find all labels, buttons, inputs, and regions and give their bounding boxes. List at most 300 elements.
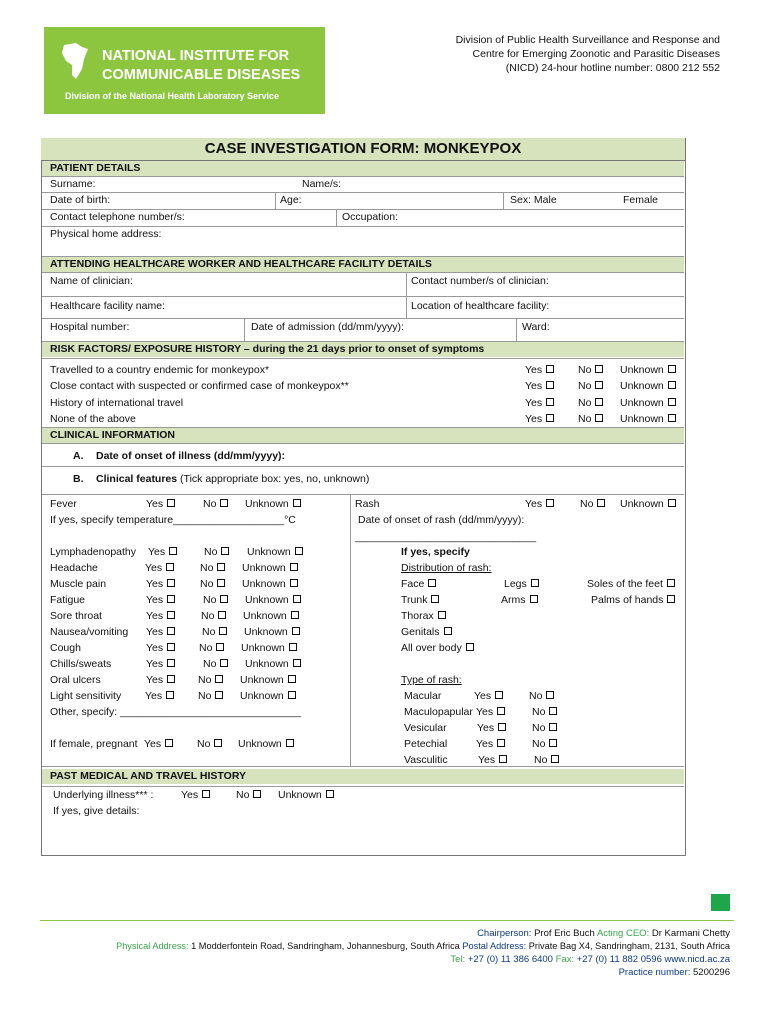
header-line3: (NICD) 24-hour hotline number: 0800 212 552	[505, 62, 720, 74]
symptom-0-no-label: No	[204, 546, 218, 558]
ward-label: Ward:	[522, 321, 550, 333]
risk-2-unknown[interactable]	[620, 397, 676, 409]
symptom-6-yes[interactable]	[146, 642, 175, 654]
symptom-8-yes[interactable]	[146, 674, 175, 686]
checkbox-icon	[167, 611, 175, 619]
symptom-6-unknown[interactable]	[241, 642, 297, 654]
postal-address-label: Postal Address:	[462, 941, 527, 951]
checkbox-icon	[167, 643, 175, 651]
rash-type-1-yes[interactable]	[476, 706, 505, 718]
rash-type-2-no[interactable]	[532, 722, 557, 734]
postal-address: Private Bag X4, Sandringham, 2131, South Africa	[528, 941, 730, 951]
tel-number: +27 (0) 11 386 6400	[467, 954, 553, 965]
checkbox-icon	[217, 563, 225, 571]
facility-heading: ATTENDING HEALTHCARE WORKER AND HEALTHCARE FACILITY DETAILS	[42, 257, 684, 272]
arms-label: Arms	[501, 594, 526, 606]
symptom-1-no-label: No	[200, 562, 214, 574]
checkbox-icon	[466, 643, 474, 651]
checkbox-icon	[497, 707, 505, 715]
risk-0-unknown-label: Unknown	[620, 364, 664, 376]
pregnant-yes-label: Yes	[144, 738, 162, 750]
illness-no-label: No	[236, 789, 250, 801]
rash-type-2-no-label: No	[532, 722, 546, 734]
fever-unknown[interactable]	[245, 498, 301, 510]
checkbox-icon	[292, 627, 300, 635]
rash-type-3-yes-label: Yes	[476, 738, 494, 750]
checkbox-icon	[530, 595, 538, 603]
checkbox-icon	[165, 739, 173, 747]
symptom-9-no[interactable]	[198, 690, 223, 702]
risk-1-yes[interactable]	[525, 380, 554, 392]
rash-type-1: Maculopapular	[404, 706, 473, 718]
checkbox-icon	[546, 381, 554, 389]
legs-label: Legs	[504, 578, 527, 590]
risk-2-yes-label: Yes	[525, 396, 543, 409]
checkbox-icon	[595, 365, 603, 373]
pregnant-yes[interactable]	[144, 738, 173, 750]
risk-2-no[interactable]	[578, 397, 603, 409]
checkbox-icon	[551, 755, 559, 763]
risk-0-unknown[interactable]	[620, 364, 676, 376]
rash-type-3-no[interactable]	[532, 738, 557, 750]
rash-no-label: No	[580, 498, 594, 510]
genitals-label: Genitals	[401, 626, 440, 638]
all-over-body-option[interactable]	[401, 642, 474, 654]
risk-2-unknown-label: Unknown	[620, 396, 664, 409]
all-over-body-label: All over body	[401, 642, 462, 654]
symptom-0: Lymphadenopathy	[50, 546, 137, 558]
chair-label: Chairperson:	[477, 928, 532, 939]
header-line1: Division of Public Health Surveillance and Response and	[455, 34, 720, 46]
checkbox-icon	[667, 595, 675, 603]
rash-type-1-no[interactable]	[532, 706, 557, 718]
symptom-4-yes[interactable]	[146, 610, 175, 622]
symptom-7-no[interactable]	[203, 658, 228, 670]
symptom-8-no[interactable]	[198, 674, 223, 686]
division-header	[456, 33, 720, 75]
symptom-4-unknown[interactable]	[243, 610, 299, 622]
ceo-name: Dr Karmani Chetty	[651, 928, 730, 939]
features-label-b: B.	[73, 473, 84, 485]
rash-label: Rash	[355, 498, 380, 510]
palms-label: Palms of hands	[591, 594, 664, 606]
symptom-1-unknown-label: Unknown	[242, 562, 286, 574]
risk-3-unknown[interactable]	[620, 413, 676, 425]
checkbox-icon	[597, 499, 605, 507]
rash-yes[interactable]	[525, 498, 554, 510]
checkbox-icon	[497, 739, 505, 747]
rash-yes-label: Yes	[525, 498, 543, 510]
risk-0-yes-label: Yes	[525, 364, 543, 376]
risk-0-no-label: No	[578, 364, 592, 376]
risk-3-yes-label: Yes	[525, 412, 543, 425]
pregnant-unknown[interactable]	[238, 738, 294, 750]
illness-yes[interactable]	[181, 789, 210, 801]
sex-male-label: Sex: Male	[510, 194, 557, 206]
fever-no[interactable]	[203, 498, 228, 510]
symptom-3: Fatigue	[50, 594, 86, 606]
checkbox-icon	[167, 659, 175, 667]
physical-address: 1 Modderfontein Road, Sandringham, Johannesburg, South Africa	[191, 941, 460, 951]
rash-type-0-yes-label: Yes	[474, 690, 492, 702]
symptom-6-no[interactable]	[199, 642, 224, 654]
if-yes-specify: If yes, specify	[401, 546, 470, 558]
checkbox-icon	[498, 723, 506, 731]
clinician-contact-label: Contact number/s of clinician:	[411, 275, 549, 287]
rash-type-3-yes[interactable]	[476, 738, 505, 750]
hospital-number-label: Hospital number:	[50, 321, 130, 333]
names-label: Name/s:	[302, 178, 342, 190]
legs-option[interactable]	[504, 578, 539, 590]
rash-type-0-yes[interactable]	[474, 690, 503, 702]
checkbox-icon	[293, 659, 301, 667]
checkbox-icon	[290, 579, 298, 587]
nicd-green-square	[711, 894, 730, 911]
risk-item-3: None of the above	[50, 412, 136, 425]
checkbox-icon	[595, 414, 603, 422]
checkbox-icon	[293, 499, 301, 507]
symptom-7: Chills/sweats	[50, 658, 112, 670]
checkbox-icon	[499, 755, 507, 763]
thorax-label: Thorax	[401, 610, 434, 622]
footer-contacts	[450, 954, 730, 965]
rash-type-1-no-label: No	[532, 706, 546, 718]
checkbox-icon	[219, 627, 227, 635]
soles-option[interactable]	[587, 578, 675, 590]
symptom-2: Muscle pain	[50, 578, 107, 590]
features-note: (Tick appropriate box: yes, no, unknown)	[180, 473, 370, 485]
rash-unknown[interactable]	[620, 498, 676, 510]
symptom-7-no-label: No	[203, 658, 217, 670]
rash-type-3: Petechial	[404, 738, 448, 750]
symptom-9-yes[interactable]	[145, 690, 174, 702]
trunk-label: Trunk	[401, 594, 428, 606]
rash-type-4-yes-label: Yes	[478, 754, 496, 766]
checkbox-icon	[218, 611, 226, 619]
rash-type-4-no-label: No	[534, 754, 548, 766]
symptom-3-no[interactable]	[203, 594, 228, 606]
practice-number: 5200296	[693, 967, 730, 978]
checkbox-icon	[431, 595, 439, 603]
footer-address	[116, 941, 730, 951]
symptom-6-yes-label: Yes	[146, 642, 164, 654]
underlying-illness-label: Underlying illness*** :	[53, 789, 154, 801]
symptom-5-unknown-label: Unknown	[244, 626, 288, 638]
footer-leadership	[477, 928, 730, 939]
checkbox-icon	[531, 579, 539, 587]
clinical-heading: CLINICAL INFORMATION	[42, 428, 684, 443]
address-label: Physical home address:	[50, 228, 162, 240]
symptom-3-no-label: No	[203, 594, 217, 606]
onset-date-label: Date of onset of illness (dd/mm/yyyy):	[96, 450, 286, 462]
checkbox-icon	[215, 691, 223, 699]
features-heading	[96, 473, 369, 485]
checkbox-icon	[667, 579, 675, 587]
fever-no-label: No	[203, 498, 217, 510]
checkbox-icon	[546, 414, 554, 422]
fever-yes[interactable]	[146, 498, 175, 510]
checkbox-icon	[438, 611, 446, 619]
checkbox-icon	[546, 398, 554, 406]
rash-type-1-yes-label: Yes	[476, 706, 494, 718]
checkbox-icon	[495, 691, 503, 699]
rash-date-line[interactable]: _______________________________	[355, 531, 537, 543]
rash-type-2: Vesicular	[404, 722, 447, 734]
symptom-8-unknown[interactable]	[240, 674, 296, 686]
rash-no[interactable]	[580, 498, 605, 510]
checkbox-icon	[166, 691, 174, 699]
checkbox-icon	[220, 595, 228, 603]
risk-0-yes[interactable]	[525, 364, 554, 376]
form-title: CASE INVESTIGATION FORM: MONKEYPOX	[41, 138, 685, 161]
symptom-9-unknown-label: Unknown	[240, 690, 284, 702]
risk-item-1: Close contact with suspected or confirmed case of monkeypox**	[50, 380, 349, 393]
risk-1-no-label: No	[578, 380, 592, 393]
symptom-1: Headache	[50, 562, 98, 574]
symptom-2-unknown[interactable]	[242, 578, 298, 590]
symptom-5: Nausea/vomiting	[50, 626, 129, 638]
thorax-option[interactable]	[401, 610, 446, 622]
fever-unknown-label: Unknown	[245, 498, 289, 510]
pregnant-label: If female, pregnant	[50, 738, 138, 750]
rash-type-0: Macular	[404, 690, 442, 702]
checkbox-icon	[169, 547, 177, 555]
risk-0-no[interactable]	[578, 364, 603, 376]
symptom-7-unknown[interactable]	[245, 658, 301, 670]
logo-line3: Division of the National Health Laboratory Service	[65, 91, 280, 101]
symptom-2-yes-label: Yes	[146, 578, 164, 590]
chair-name: Prof Eric Buch	[534, 928, 595, 939]
logo-line1: NATIONAL INSTITUTE FOR	[102, 48, 290, 64]
symptom-3-unknown-label: Unknown	[245, 594, 289, 606]
checkbox-icon	[668, 414, 676, 422]
risk-3-no-label: No	[578, 412, 592, 425]
checkbox-icon	[214, 739, 222, 747]
features-title: Clinical features	[96, 473, 178, 485]
symptom-3-unknown[interactable]	[245, 594, 301, 606]
rash-type-0-no[interactable]	[529, 690, 554, 702]
clinician-label: Name of clinician:	[50, 275, 133, 287]
admission-date-label: Date of admission (dd/mm/yyyy):	[251, 321, 404, 333]
face-option[interactable]	[401, 578, 436, 590]
checkbox-icon	[167, 627, 175, 635]
risk-3-no[interactable]	[578, 413, 603, 425]
nicd-logo	[44, 27, 325, 114]
symptom-6-no-label: No	[199, 642, 213, 654]
other-specify-field[interactable]: Other, specify: _______________________________	[50, 706, 302, 718]
symptom-4-no[interactable]	[201, 610, 226, 622]
checkbox-icon	[546, 499, 554, 507]
checkbox-icon	[166, 563, 174, 571]
fax-number: +27 (0) 11 882 0596	[576, 954, 662, 965]
checkbox-icon	[216, 643, 224, 651]
pregnant-no[interactable]	[197, 738, 222, 750]
symptom-9: Light sensitivity	[50, 690, 122, 702]
rash-date-label: Date of onset of rash (dd/mm/yyyy):	[358, 514, 525, 526]
ceo-label: Acting CEO:	[596, 928, 650, 939]
phone-label: Contact telephone number/s:	[50, 211, 185, 223]
checkbox-icon	[167, 499, 175, 507]
symptom-0-no[interactable]	[204, 546, 229, 558]
checkbox-icon	[668, 499, 676, 507]
footer-divider	[40, 920, 734, 921]
checkbox-icon	[220, 499, 228, 507]
symptom-0-yes[interactable]	[148, 546, 177, 558]
history-heading: PAST MEDICAL AND TRAVEL HISTORY	[42, 769, 684, 784]
illness-details-label: If yes, give details:	[53, 805, 140, 817]
symptom-4-unknown-label: Unknown	[243, 610, 287, 622]
fever-label: Fever	[50, 498, 77, 510]
checkbox-icon	[295, 547, 303, 555]
symptom-3-yes-label: Yes	[146, 594, 164, 606]
symptom-3-yes[interactable]	[146, 594, 175, 606]
risk-item-0: Travelled to a country endemic for monkeypox*	[50, 364, 270, 376]
tel-label: Tel:	[450, 954, 466, 965]
checkbox-icon	[167, 675, 175, 683]
symptom-1-yes-label: Yes	[145, 562, 163, 574]
symptom-7-unknown-label: Unknown	[245, 658, 289, 670]
checkbox-icon	[215, 675, 223, 683]
risk-1-yes-label: Yes	[525, 380, 543, 393]
symptom-2-no-label: No	[200, 578, 214, 590]
symptom-5-unknown[interactable]	[244, 626, 300, 638]
checkbox-icon	[668, 398, 676, 406]
checkbox-icon	[549, 723, 557, 731]
rash-type-3-no-label: No	[532, 738, 546, 750]
rash-type-heading: Type of rash:	[401, 674, 462, 686]
distribution-heading: Distribution of rash:	[401, 562, 492, 574]
palms-option[interactable]	[591, 594, 675, 606]
rash-type-4-yes[interactable]	[478, 754, 507, 766]
rash-type-2-yes[interactable]	[477, 722, 506, 734]
website-link[interactable]: www.nicd.ac.za	[664, 954, 730, 965]
symptom-4: Sore throat	[50, 610, 102, 622]
face-label: Face	[401, 578, 425, 590]
illness-unknown-label: Unknown	[278, 789, 322, 801]
symptom-2-unknown-label: Unknown	[242, 578, 286, 590]
illness-no[interactable]	[236, 789, 261, 801]
checkbox-icon	[444, 627, 452, 635]
surname-label: Surname:	[50, 178, 96, 190]
symptom-0-unknown[interactable]	[247, 546, 303, 558]
symptom-5-no[interactable]	[202, 626, 227, 638]
checkbox-icon	[595, 398, 603, 406]
age-label: Age:	[280, 194, 302, 206]
checkbox-icon	[595, 381, 603, 389]
checkbox-icon	[290, 563, 298, 571]
symptom-6-unknown-label: Unknown	[241, 642, 285, 654]
footer-practice	[619, 967, 730, 978]
checkbox-icon	[253, 790, 261, 798]
checkbox-icon	[668, 381, 676, 389]
symptom-1-unknown[interactable]	[242, 562, 298, 574]
symptom-8-yes-label: Yes	[146, 674, 164, 686]
temperature-field[interactable]: If yes, specify temperature___________________°C	[50, 514, 296, 526]
symptom-6: Cough	[50, 642, 81, 654]
soles-label: Soles of the feet	[587, 578, 663, 590]
checkbox-icon	[286, 739, 294, 747]
symptom-0-yes-label: Yes	[148, 546, 166, 558]
checkbox-icon	[293, 595, 301, 603]
symptom-4-yes-label: Yes	[146, 610, 164, 622]
checkbox-icon	[291, 611, 299, 619]
symptom-7-yes-label: Yes	[146, 658, 164, 670]
checkbox-icon	[289, 643, 297, 651]
risk-2-yes[interactable]	[525, 397, 554, 409]
risk-1-no[interactable]	[578, 380, 603, 392]
symptom-2-yes[interactable]	[146, 578, 175, 590]
risk-2-no-label: No	[578, 396, 592, 409]
risk-heading: RISK FACTORS/ EXPOSURE HISTORY – during the 21 days prior to onset of symptoms	[42, 342, 684, 357]
africa-map-icon	[58, 39, 94, 87]
checkbox-icon	[546, 691, 554, 699]
symptom-1-yes[interactable]	[145, 562, 174, 574]
checkbox-icon	[167, 579, 175, 587]
logo-line2: COMMUNICABLE DISEASES	[102, 67, 301, 83]
symptom-5-yes[interactable]	[146, 626, 175, 638]
symptom-1-no[interactable]	[200, 562, 225, 574]
risk-3-yes[interactable]	[525, 413, 554, 425]
symptom-5-yes-label: Yes	[146, 626, 164, 638]
rash-type-4-no[interactable]	[534, 754, 559, 766]
checkbox-icon	[220, 659, 228, 667]
symptom-8: Oral ulcers	[50, 674, 101, 686]
symptom-8-unknown-label: Unknown	[240, 674, 284, 686]
checkbox-icon	[167, 595, 175, 603]
checkbox-icon	[217, 579, 225, 587]
illness-unknown[interactable]	[278, 789, 334, 801]
trunk-option[interactable]	[401, 594, 439, 606]
risk-1-unknown-label: Unknown	[620, 380, 664, 393]
practice-label: Practice number:	[618, 967, 691, 978]
sex-female-label: Female	[623, 194, 659, 206]
checkbox-icon	[221, 547, 229, 555]
checkbox-icon	[202, 790, 210, 798]
illness-yes-label: Yes	[181, 789, 199, 801]
fax-label: Fax:	[555, 954, 575, 965]
symptom-4-no-label: No	[201, 610, 215, 622]
dob-label: Date of birth:	[50, 194, 111, 206]
arms-option[interactable]	[501, 594, 538, 606]
rash-unknown-label: Unknown	[620, 498, 664, 510]
checkbox-icon	[668, 365, 676, 373]
rash-type-2-yes-label: Yes	[477, 722, 495, 734]
pregnant-unknown-label: Unknown	[238, 738, 282, 750]
risk-1-unknown[interactable]	[620, 380, 676, 392]
symptom-5-no-label: No	[202, 626, 216, 638]
symptom-9-no-label: No	[198, 690, 212, 702]
checkbox-icon	[546, 365, 554, 373]
fever-yes-label: Yes	[146, 498, 164, 510]
checkbox-icon	[549, 739, 557, 747]
symptom-9-unknown[interactable]	[240, 690, 296, 702]
checkbox-icon	[288, 675, 296, 683]
symptom-7-yes[interactable]	[146, 658, 175, 670]
occupation-label: Occupation:	[342, 211, 399, 223]
checkbox-icon	[326, 790, 334, 798]
risk-3-unknown-label: Unknown	[620, 412, 664, 425]
symptom-9-yes-label: Yes	[145, 690, 163, 702]
facility-name-label: Healthcare facility name:	[50, 300, 165, 312]
rash-type-4: Vasculitic	[404, 754, 448, 766]
pregnant-no-label: No	[197, 738, 211, 750]
symptom-8-no-label: No	[198, 674, 212, 686]
patient-details-heading: PATIENT DETAILS	[42, 161, 684, 176]
symptom-2-no[interactable]	[200, 578, 225, 590]
symptom-0-unknown-label: Unknown	[247, 546, 291, 558]
checkbox-icon	[288, 691, 296, 699]
genitals-option[interactable]	[401, 626, 452, 638]
